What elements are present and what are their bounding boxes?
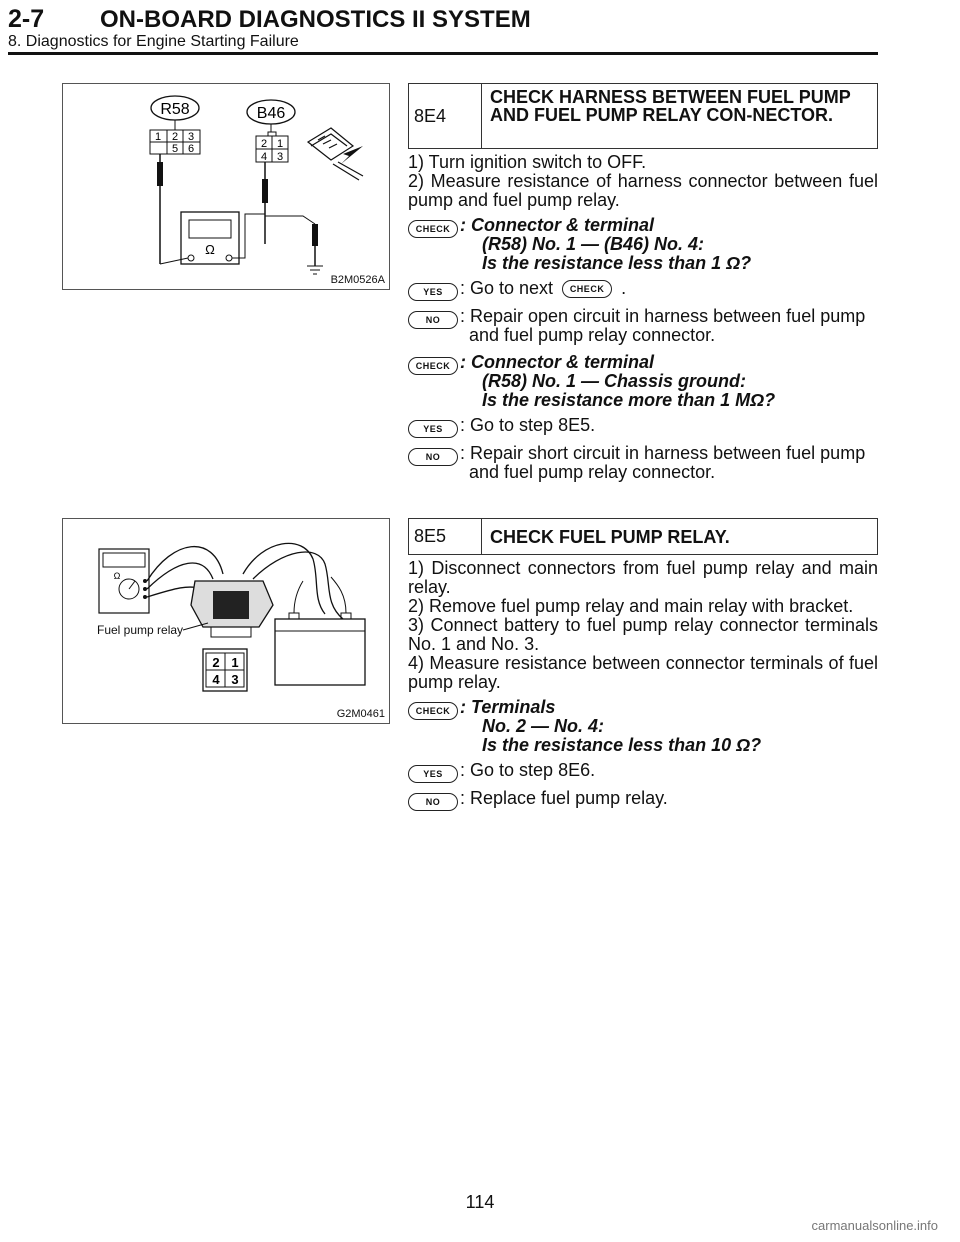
relay-pin-1: 1: [231, 655, 239, 670]
relay-pin-3: 3: [231, 672, 239, 687]
no-row: [408, 789, 878, 811]
check-question: Is the resistance less than 1 Ω?: [482, 253, 752, 273]
figure-harness-check: [62, 83, 390, 290]
check-row: [408, 216, 878, 273]
pin-a-1: 1: [154, 131, 162, 143]
meter-symbol: Ω: [205, 242, 215, 257]
section-number: 2-7: [8, 5, 45, 33]
instruction: 1) Turn ignition switch to OFF.: [408, 152, 647, 172]
connector-b-label: B46: [256, 105, 286, 122]
relay-diagram: [63, 519, 389, 723]
svg-text:Ω: Ω: [113, 571, 121, 581]
pin-b-4: 4: [260, 151, 268, 163]
instruction: 4) Measure resistance between connector terminals of fuel pump relay.: [408, 653, 878, 692]
watermark: carmanualsonline.info: [811, 1218, 938, 1233]
check-badge-icon: CHECK: [408, 702, 458, 720]
yes-badge-icon: YES: [408, 765, 458, 783]
no-text: : Repair open circuit in harness between fuel pump and fuel pump relay connector.: [460, 306, 866, 345]
instruction: 2) Remove fuel pump relay and main relay with bracket.: [408, 596, 854, 616]
page-number: 114: [465, 1192, 495, 1212]
yes-row: YES : Go to next CHECK .: [408, 279, 878, 301]
figure-code: G2M0461: [336, 708, 385, 720]
check-row: [408, 698, 878, 755]
instruction: 3) Connect battery to fuel pump relay connector terminals No. 1 and No. 3.: [408, 615, 878, 654]
no-badge-icon: NO: [408, 793, 458, 811]
check-label: : Connector & terminal: [460, 352, 655, 372]
check-badge-icon: CHECK: [408, 220, 458, 238]
yes-text: : Go to next: [460, 278, 554, 298]
pin-b-3: 3: [276, 151, 284, 163]
no-row: [408, 307, 878, 345]
pin-b-2: 2: [260, 138, 268, 150]
pin-a-2: 2: [171, 131, 179, 143]
yes-row: YES : Go to step 8E6.: [408, 761, 878, 783]
yes-badge-icon: YES: [408, 283, 458, 301]
figure-code: B2M0526A: [330, 274, 385, 286]
step-8e4: [408, 83, 878, 482]
yes-badge-icon: YES: [408, 420, 458, 438]
check-row: [408, 353, 878, 410]
check-badge-icon: CHECK: [408, 357, 458, 375]
yes-row: YES : Go to step 8E5.: [408, 416, 878, 438]
yes-text: : Go to step: [460, 760, 554, 780]
step-8e5: [408, 518, 878, 811]
harness-diagram: [63, 84, 389, 289]
relay-label: Fuel pump relay: [97, 623, 184, 637]
step-title: CHECK HARNESS BETWEEN FUEL PUMP AND FUEL PUMP RELAY CON-NECTOR.: [490, 87, 851, 125]
figure-relay-check: [62, 518, 390, 724]
step-id: 8E5: [409, 519, 482, 554]
page-header: [8, 6, 878, 51]
no-badge-icon: NO: [408, 311, 458, 329]
instruction: 1) Disconnect connectors from fuel pump relay and main relay.: [408, 558, 878, 597]
step-link[interactable]: 8E6: [558, 760, 591, 780]
page-title: ON-BOARD DIAGNOSTICS II SYSTEM: [100, 6, 531, 33]
no-badge-icon: NO: [408, 448, 458, 466]
check-detail: (R58) No. 1 — (B46) No. 4:: [482, 234, 705, 254]
check-badge-icon: CHECK: [562, 280, 612, 298]
step-title: CHECK FUEL PUMP RELAY.: [490, 527, 730, 547]
pin-a-3: 3: [187, 131, 195, 143]
check-detail: No. 2 — No. 4:: [482, 716, 605, 736]
step-header: [408, 83, 878, 149]
no-text: : Replace fuel pump relay.: [460, 788, 668, 808]
yes-text: : Go to step: [460, 415, 554, 435]
check-detail: (R58) No. 1 — Chassis ground:: [482, 371, 747, 391]
step-link[interactable]: 8E5: [558, 415, 591, 435]
relay-pin-4: 4: [212, 672, 220, 687]
pin-a-6: 6: [187, 143, 195, 155]
check-label: : Connector & terminal: [460, 215, 655, 235]
page-subtitle: 8. Diagnostics for Engine Starting Failure: [8, 33, 299, 50]
header-rule: [8, 52, 878, 55]
no-row: [408, 444, 878, 482]
step-id: 8E4: [409, 84, 482, 148]
connector-a-label: R58: [160, 101, 190, 118]
relay-pin-2: 2: [212, 655, 220, 670]
pin-b-1: 1: [276, 138, 284, 150]
check-question: Is the resistance less than 10 Ω?: [482, 735, 762, 755]
check-label: : Terminals: [460, 697, 556, 717]
instruction: 2) Measure resistance of harness connector between fuel pump and fuel pump relay.: [408, 171, 878, 210]
check-question: Is the resistance more than 1 MΩ?: [482, 390, 776, 410]
pin-a-5: 5: [171, 143, 179, 155]
no-text: : Repair short circuit in harness between fuel pump and fuel pump relay connector.: [460, 443, 866, 482]
step-header: [408, 518, 878, 555]
